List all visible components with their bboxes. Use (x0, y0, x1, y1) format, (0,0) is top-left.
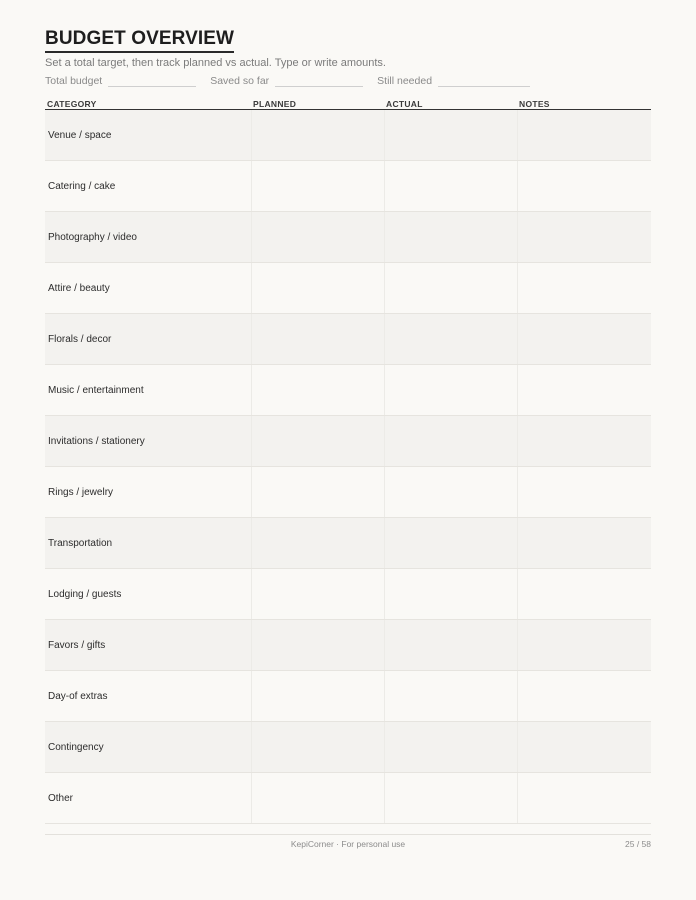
planned-cell[interactable] (251, 110, 384, 161)
actual-cell[interactable] (384, 263, 517, 314)
saved-so-far-input-line[interactable] (275, 77, 363, 87)
category-cell: Venue / space (45, 110, 251, 161)
category-cell: Transportation (45, 518, 251, 569)
category-cell: Invitations / stationery (45, 416, 251, 467)
table-row (45, 722, 651, 773)
actual-cell[interactable] (384, 773, 517, 824)
actual-cell[interactable] (384, 620, 517, 671)
category-cell: Catering / cake (45, 161, 251, 212)
notes-cell[interactable] (517, 110, 651, 161)
budget-page (45, 28, 651, 824)
actual-cell[interactable] (384, 467, 517, 518)
table-row (45, 110, 651, 161)
planned-cell[interactable] (251, 569, 384, 620)
planned-cell[interactable] (251, 416, 384, 467)
page-subtitle: Set a total target, then track planned vs actual. Type or write amounts. (45, 57, 386, 69)
category-cell: Lodging / guests (45, 569, 251, 620)
table-row (45, 671, 651, 722)
page-number: 25 / 58 (625, 839, 651, 849)
category-cell: Florals / decor (45, 314, 251, 365)
table-row (45, 773, 651, 824)
planned-cell[interactable] (251, 212, 384, 263)
total-budget-input-line[interactable] (108, 77, 196, 87)
table-row (45, 518, 651, 569)
notes-cell[interactable] (517, 518, 651, 569)
summary-fields (45, 73, 651, 87)
table-row (45, 620, 651, 671)
planned-cell[interactable] (251, 161, 384, 212)
table-row (45, 416, 651, 467)
notes-cell[interactable] (517, 416, 651, 467)
notes-cell[interactable] (517, 365, 651, 416)
notes-cell[interactable] (517, 467, 651, 518)
column-header-category: CATEGORY (45, 96, 251, 110)
table-row (45, 467, 651, 518)
notes-cell[interactable] (517, 314, 651, 365)
actual-cell[interactable] (384, 314, 517, 365)
actual-cell[interactable] (384, 161, 517, 212)
table-header-row (45, 96, 651, 110)
category-cell: Photography / video (45, 212, 251, 263)
column-header-actual: ACTUAL (384, 96, 517, 110)
planned-cell[interactable] (251, 314, 384, 365)
page-title: BUDGET OVERVIEW (45, 28, 234, 53)
planned-cell[interactable] (251, 467, 384, 518)
total-budget-field[interactable] (45, 75, 196, 87)
planned-cell[interactable] (251, 722, 384, 773)
planned-cell[interactable] (251, 263, 384, 314)
notes-cell[interactable] (517, 569, 651, 620)
table-row (45, 263, 651, 314)
still-needed-input-line[interactable] (438, 77, 530, 87)
notes-cell[interactable] (517, 773, 651, 824)
table-row (45, 314, 651, 365)
table-row (45, 569, 651, 620)
category-cell: Favors / gifts (45, 620, 251, 671)
category-cell: Contingency (45, 722, 251, 773)
planned-cell[interactable] (251, 620, 384, 671)
actual-cell[interactable] (384, 671, 517, 722)
saved-so-far-field[interactable] (210, 75, 363, 87)
actual-cell[interactable] (384, 110, 517, 161)
column-header-notes: NOTES (517, 96, 651, 110)
planned-cell[interactable] (251, 365, 384, 416)
category-cell: Rings / jewelry (45, 467, 251, 518)
notes-cell[interactable] (517, 263, 651, 314)
actual-cell[interactable] (384, 518, 517, 569)
still-needed-field[interactable] (377, 75, 530, 87)
actual-cell[interactable] (384, 569, 517, 620)
planned-cell[interactable] (251, 671, 384, 722)
planned-cell[interactable] (251, 518, 384, 569)
notes-cell[interactable] (517, 161, 651, 212)
actual-cell[interactable] (384, 416, 517, 467)
category-cell: Day-of extras (45, 671, 251, 722)
total-budget-label: Total budget (45, 75, 103, 87)
notes-cell[interactable] (517, 722, 651, 773)
footer-brand: KepiCorner · For personal use (290, 839, 406, 849)
actual-cell[interactable] (384, 722, 517, 773)
column-header-planned: PLANNED (251, 96, 384, 110)
still-needed-label: Still needed (377, 75, 433, 87)
category-cell: Music / entertainment (45, 365, 251, 416)
table-row (45, 365, 651, 416)
table-row (45, 212, 651, 263)
table-row (45, 161, 651, 212)
actual-cell[interactable] (384, 365, 517, 416)
saved-so-far-label: Saved so far (210, 75, 270, 87)
notes-cell[interactable] (517, 671, 651, 722)
notes-cell[interactable] (517, 620, 651, 671)
actual-cell[interactable] (384, 212, 517, 263)
category-cell: Other (45, 773, 251, 824)
budget-table (45, 96, 651, 824)
page-footer (45, 834, 651, 849)
notes-cell[interactable] (517, 212, 651, 263)
planned-cell[interactable] (251, 773, 384, 824)
category-cell: Attire / beauty (45, 263, 251, 314)
